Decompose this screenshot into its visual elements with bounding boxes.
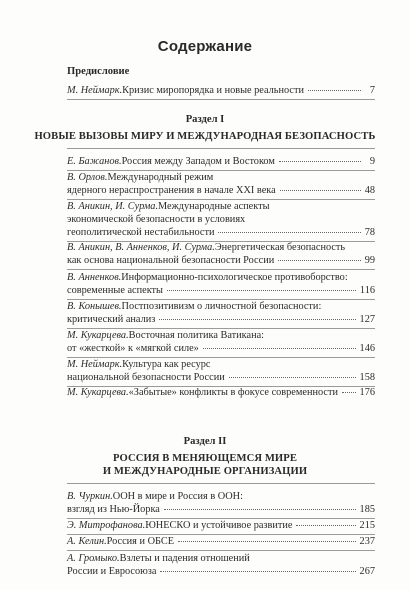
entry-page: 237 bbox=[359, 536, 375, 547]
dot-leader bbox=[279, 161, 361, 162]
dot-leader bbox=[278, 260, 360, 261]
entry-title: «Забытые» конфликты в фокусе современности bbox=[128, 387, 338, 398]
divider bbox=[67, 148, 375, 149]
entry-page: 185 bbox=[359, 504, 375, 515]
entry-author: В. Аникин, В. Анненков, И. Сурма. bbox=[67, 242, 215, 253]
entry-title: Постпозитивизм о личностной безопасности: bbox=[121, 301, 322, 312]
entry-page: 9 bbox=[369, 156, 375, 167]
section-title bbox=[0, 452, 410, 478]
section-title bbox=[0, 130, 410, 143]
toc-entry[interactable] bbox=[67, 519, 375, 532]
entry-author: В. Анненков. bbox=[67, 272, 122, 283]
entry-page: 267 bbox=[359, 566, 375, 577]
entry-title: Восточная политика Ватикана: bbox=[128, 330, 265, 341]
entry-page: 48 bbox=[364, 185, 375, 196]
dot-leader bbox=[280, 190, 361, 191]
entry-author: М. Кукарцева. bbox=[67, 330, 129, 341]
entry-title: Культура как ресурс bbox=[122, 359, 211, 370]
toc-entry[interactable] bbox=[67, 241, 375, 267]
entry-author: М. Кукарцева. bbox=[67, 387, 129, 398]
entry-title: Россия между Западом и Востоком bbox=[121, 156, 275, 167]
entry-title: Кризис миропорядка и новые реальности bbox=[122, 85, 304, 96]
entry-title: Информационно-психологическое противоборство: bbox=[121, 272, 348, 283]
dot-leader bbox=[296, 525, 355, 526]
entry-title: взгляд из Нью-Йорка bbox=[67, 504, 160, 515]
entry-title: ядерного нераспространения в начале XXI века bbox=[67, 185, 276, 196]
entry-author: В. Орлов. bbox=[67, 172, 108, 183]
toc-entry[interactable] bbox=[67, 490, 375, 516]
dot-leader bbox=[342, 392, 356, 393]
section-label: Раздел II bbox=[183, 436, 227, 447]
toc-entry[interactable] bbox=[67, 386, 375, 399]
dot-leader bbox=[178, 541, 356, 542]
toc-entry[interactable] bbox=[67, 171, 375, 197]
divider bbox=[67, 483, 375, 484]
preface-heading: Предисловие bbox=[67, 66, 130, 77]
dot-leader bbox=[218, 232, 360, 233]
page-title: Содержание bbox=[157, 38, 253, 55]
dot-leader bbox=[160, 571, 355, 572]
entry-page: 176 bbox=[359, 387, 375, 398]
toc-entry[interactable] bbox=[67, 300, 375, 326]
entry-author: В. Чуркин. bbox=[67, 491, 113, 502]
entry-title: Энергетическая безопасность bbox=[214, 242, 346, 253]
entry-page: 158 bbox=[359, 372, 375, 383]
entry-title: России и Евросоюза bbox=[67, 566, 157, 577]
toc-entry[interactable] bbox=[67, 271, 375, 297]
entry-title: ООН в мире и Россия в ООН: bbox=[112, 491, 243, 502]
toc-entry[interactable] bbox=[67, 535, 375, 548]
toc-entry[interactable] bbox=[67, 329, 375, 355]
toc-entry[interactable] bbox=[67, 155, 375, 168]
dot-leader bbox=[159, 319, 355, 320]
entry-title: экономической безопасности в условиях bbox=[67, 214, 246, 225]
entry-title: национальной безопасности России bbox=[67, 372, 225, 383]
entry-title: как основа национальной безопасности России bbox=[67, 255, 275, 266]
section-label: Раздел I bbox=[185, 114, 225, 125]
toc-entry[interactable] bbox=[67, 84, 375, 97]
entry-page: 215 bbox=[359, 520, 375, 531]
entry-title: современные аспекты bbox=[67, 285, 163, 296]
entry-title: Международный режим bbox=[107, 172, 214, 183]
entry-title: Международные аспекты bbox=[158, 201, 270, 212]
dot-leader bbox=[164, 509, 356, 510]
dot-leader bbox=[229, 377, 356, 378]
entry-title: Россия и ОБСЕ bbox=[106, 536, 175, 547]
entry-author: А. Громыко. bbox=[67, 553, 120, 564]
dot-leader bbox=[308, 90, 361, 91]
entry-author: В. Конышев. bbox=[67, 301, 122, 312]
entry-page: 146 bbox=[359, 343, 375, 354]
entry-author: Е. Бажанов. bbox=[67, 156, 122, 167]
toc-entry[interactable] bbox=[67, 358, 375, 384]
entry-page: 7 bbox=[369, 85, 375, 96]
entry-page: 116 bbox=[359, 285, 375, 296]
section-title-line: НОВЫЕ ВЫЗОВЫ МИРУ И МЕЖДУНАРОДНАЯ БЕЗОПАСНОСТЬ bbox=[34, 131, 376, 142]
entry-author: М. Неймарк. bbox=[67, 85, 123, 96]
entry-title: ЮНЕСКО и устойчивое развитие bbox=[145, 520, 293, 531]
dot-leader bbox=[203, 348, 356, 349]
entry-author: М. Неймарк. bbox=[67, 359, 123, 370]
section-title-line: И МЕЖДУНАРОДНЫЕ ОРГАНИЗАЦИИ bbox=[102, 466, 308, 477]
entry-page: 127 bbox=[359, 314, 375, 325]
section-title-line: РОССИЯ В МЕНЯЮЩЕМСЯ МИРЕ bbox=[112, 453, 298, 464]
toc-entry[interactable] bbox=[67, 200, 375, 239]
toc-entry[interactable] bbox=[67, 552, 375, 578]
entry-title: критический анализ bbox=[67, 314, 156, 325]
entry-author: А. Келин. bbox=[67, 536, 107, 547]
entry-page: 99 bbox=[364, 255, 375, 266]
entry-page: 78 bbox=[364, 227, 375, 238]
entry-title: от «жесткой» к «мягкой силе» bbox=[67, 343, 199, 354]
entry-author: В. Аникин, И. Сурма. bbox=[67, 201, 159, 212]
entry-author: Э. Митрофанова. bbox=[67, 520, 146, 531]
entry-title: Взлеты и падения отношений bbox=[119, 553, 250, 564]
entry-title: геополитической нестабильности bbox=[67, 227, 215, 238]
dot-leader bbox=[167, 290, 356, 291]
